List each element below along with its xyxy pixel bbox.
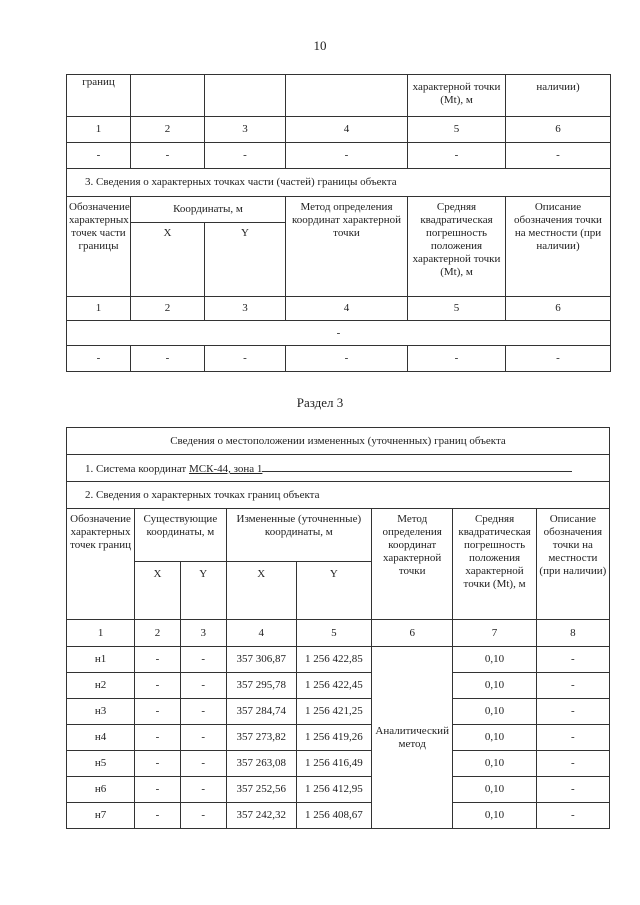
point-id: н7	[67, 803, 135, 829]
changed-y: 1 256 408,67	[296, 803, 371, 829]
table-cell: -	[286, 143, 408, 169]
table-row	[67, 143, 611, 169]
header-accuracy: Средняя квадратическая погрешность положения характерной точки (Mt), м	[453, 509, 536, 620]
accuracy-value: 0,10	[453, 699, 536, 725]
header-coordinates: Координаты, м	[131, 197, 286, 223]
header-description: Описание обозначения точки на местности (при наличии)	[506, 197, 611, 297]
table-cell	[286, 75, 408, 117]
table-row	[67, 751, 610, 777]
existing-x: -	[135, 751, 181, 777]
accuracy-value: 0,10	[453, 751, 536, 777]
table-cell: 3	[180, 620, 226, 647]
table-row	[67, 346, 611, 372]
table-cell: 8	[536, 620, 609, 647]
table-cell: 7	[453, 620, 536, 647]
table-cell: -	[67, 143, 131, 169]
accuracy-value: 0,10	[453, 803, 536, 829]
header-changed-x: X	[226, 562, 296, 620]
point-id: н1	[67, 647, 135, 673]
existing-y: -	[180, 751, 226, 777]
description-value: -	[536, 647, 609, 673]
table-cell: 4	[286, 117, 408, 143]
changed-x: 357 252,56	[226, 777, 296, 803]
changed-y: 1 256 419,26	[296, 725, 371, 751]
header-existing-coordinates: Существующие координаты, м	[135, 509, 227, 562]
table-cell: -	[205, 346, 286, 372]
description-value: -	[536, 673, 609, 699]
table-row	[67, 673, 610, 699]
section-heading: Раздел 3	[296, 395, 344, 410]
changed-y: 1 256 422,85	[296, 647, 371, 673]
table-cell: 3	[205, 297, 286, 321]
description-value: -	[536, 803, 609, 829]
parts-boundary-table	[66, 74, 611, 372]
table-cell: -	[67, 346, 131, 372]
table-cell: 1	[67, 620, 135, 647]
table-cell: -	[131, 346, 205, 372]
table-cell: 4	[226, 620, 296, 647]
existing-x: -	[135, 777, 181, 803]
changed-x: 357 295,78	[226, 673, 296, 699]
points-title: 2. Сведения о характерных точках границ объекта	[67, 482, 610, 509]
existing-y: -	[180, 803, 226, 829]
changed-x: 357 273,82	[226, 725, 296, 751]
changed-x: 357 242,32	[226, 803, 296, 829]
table-cell: 6	[506, 297, 611, 321]
existing-x: -	[135, 699, 181, 725]
table-cell: -	[205, 143, 286, 169]
table-title: Сведения о местоположении измененных (уточненных) границ объекта	[67, 428, 610, 455]
header-row	[67, 197, 611, 223]
table-row	[67, 321, 611, 346]
table-cell: характерной точки (Mt), м	[408, 75, 506, 117]
points-title-row	[67, 482, 610, 509]
existing-y: -	[180, 777, 226, 803]
table-row	[67, 725, 610, 751]
table-cell: -	[67, 321, 611, 346]
point-id: н3	[67, 699, 135, 725]
header-accuracy: Средняя квадратическая погрешность положения характерной точки (Mt), м	[408, 197, 506, 297]
table-cell: 3	[205, 117, 286, 143]
existing-x: -	[135, 803, 181, 829]
table-cell	[205, 75, 286, 117]
table-cell: границ	[67, 75, 131, 117]
description-value: -	[536, 751, 609, 777]
table-cell: -	[408, 143, 506, 169]
coordinate-system-value: МСК-44, зона 1	[188, 463, 263, 475]
header-x: X	[131, 223, 205, 297]
header-existing-y: Y	[180, 562, 226, 620]
accuracy-value: 0,10	[453, 777, 536, 803]
section-title-row	[67, 169, 611, 197]
table-cell: -	[506, 143, 611, 169]
point-id: н4	[67, 725, 135, 751]
table-cell: 5	[408, 297, 506, 321]
table-cell: -	[131, 143, 205, 169]
table-cell: 1	[67, 297, 131, 321]
changed-x: 357 284,74	[226, 699, 296, 725]
column-numbers-row	[67, 117, 611, 143]
description-value: -	[536, 725, 609, 751]
description-value: -	[536, 699, 609, 725]
header-point-designation: Обозначение характерных точек границ	[67, 509, 135, 620]
table-cell: 6	[506, 117, 611, 143]
existing-y: -	[180, 725, 226, 751]
table-cell: 6	[372, 620, 453, 647]
table-row	[67, 75, 611, 117]
header-changed-y: Y	[296, 562, 371, 620]
existing-x: -	[135, 673, 181, 699]
table-row	[67, 647, 610, 673]
header-method: Метод определения координат характерной точки	[286, 197, 408, 297]
accuracy-value: 0,10	[453, 725, 536, 751]
changed-x: 357 263,08	[226, 751, 296, 777]
header-method: Метод определения координат характерной точки	[372, 509, 453, 620]
table-cell: 1	[67, 117, 131, 143]
accuracy-value: 0,10	[453, 647, 536, 673]
column-numbers-row	[67, 297, 611, 321]
table-row	[67, 699, 610, 725]
table-cell: 5	[296, 620, 371, 647]
table-cell: 5	[408, 117, 506, 143]
header-y: Y	[205, 223, 286, 297]
point-id: н5	[67, 751, 135, 777]
column-numbers-row	[67, 620, 610, 647]
existing-x: -	[135, 725, 181, 751]
changed-y: 1 256 412,95	[296, 777, 371, 803]
table-cell: 4	[286, 297, 408, 321]
header-changed-coordinates: Измененные (уточненные) координаты, м	[226, 509, 371, 562]
changed-x: 357 306,87	[226, 647, 296, 673]
description-value: -	[536, 777, 609, 803]
header-existing-x: X	[135, 562, 181, 620]
title-row	[67, 428, 610, 455]
table-row	[67, 777, 610, 803]
table-cell: -	[506, 346, 611, 372]
coordinate-system-row	[67, 455, 610, 482]
point-id: н2	[67, 673, 135, 699]
coordinate-system-label: 1. Система координат	[85, 463, 189, 475]
table-cell: 2	[135, 620, 181, 647]
existing-y: -	[180, 699, 226, 725]
method-value: Аналитический метод	[372, 647, 453, 829]
changed-boundaries-table	[66, 427, 610, 829]
table-cell: наличии)	[506, 75, 611, 117]
table-cell	[131, 75, 205, 117]
changed-y: 1 256 416,49	[296, 751, 371, 777]
accuracy-value: 0,10	[453, 673, 536, 699]
changed-y: 1 256 422,45	[296, 673, 371, 699]
table-cell: 2	[131, 297, 205, 321]
coordinate-system	[67, 455, 610, 482]
existing-x: -	[135, 647, 181, 673]
changed-y: 1 256 421,25	[296, 699, 371, 725]
existing-y: -	[180, 673, 226, 699]
point-id: н6	[67, 777, 135, 803]
page-number: 10	[313, 38, 327, 53]
table-row	[67, 803, 610, 829]
header-description: Описание обозначения точки на местности (при наличии)	[536, 509, 609, 620]
fill-line	[262, 460, 572, 472]
table-cell: -	[408, 346, 506, 372]
section3-title: 3. Сведения о характерных точках части (частей) границы объекта	[67, 169, 611, 197]
table-cell: -	[286, 346, 408, 372]
table-cell: 2	[131, 117, 205, 143]
header-row	[67, 509, 610, 562]
header-point-designation: Обозначение характерных точек части границы	[67, 197, 131, 297]
existing-y: -	[180, 647, 226, 673]
